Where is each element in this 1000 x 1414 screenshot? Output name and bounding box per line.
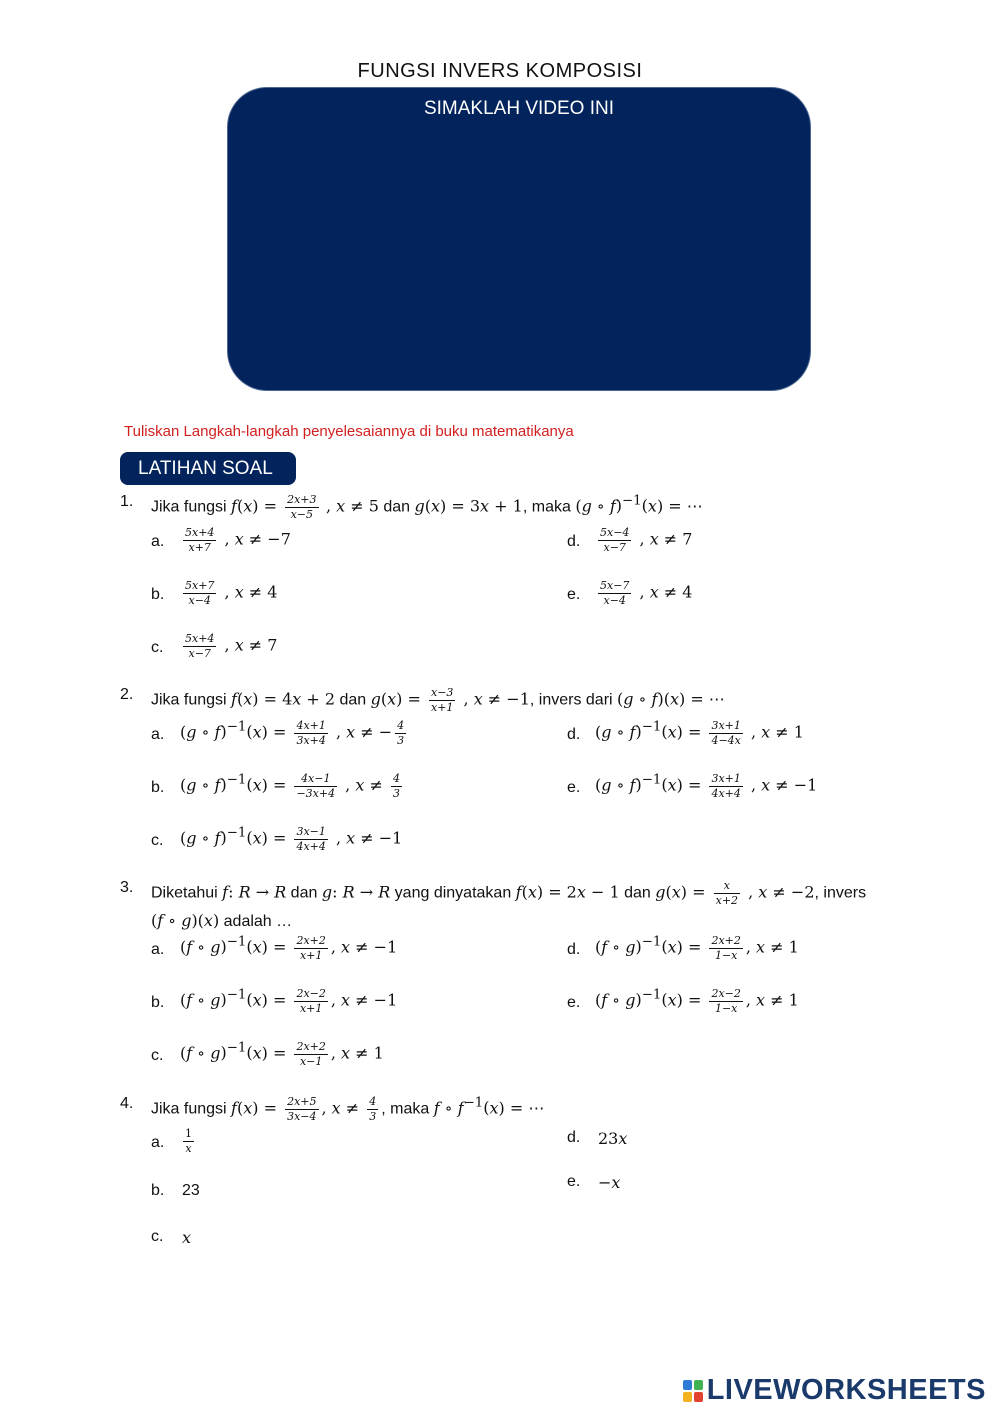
option-letter: a. (151, 941, 165, 958)
option-letter: b. (151, 994, 165, 1011)
question-number: 2. (120, 686, 134, 703)
option-a[interactable]: $\frac{5x+4}{x+7}$ , x ≠ −7 (185, 526, 291, 554)
option-d[interactable]: 23x (598, 1129, 628, 1148)
option-letter: d. (567, 533, 581, 550)
question-text: Jika fungsi f(x) = $\frac{2x+3}{x-5}$ , x ≠ 5 dan g(x) = 3x + 1, maka (g ∘ f)$^{-1}$(x) = ⋯ (151, 493, 703, 521)
option-b[interactable]: (g ∘ f)$^{-1}$(x) = $\frac{4x-1}{-3x+4}$ , x ≠ $\frac{4}{3}$ (180, 772, 400, 800)
option-d[interactable]: $\frac{5x-4}{x-7}$ , x ≠ 7 (600, 526, 693, 554)
option-letter: d. (567, 1129, 581, 1146)
question-text: Diketahui f: R → R dan g: R → R yang dinyatakan f(x) = 2x − 1 dan g(x) = $\frac{x}{x+2}$ , x ≠ −2, invers (151, 879, 867, 907)
option-c[interactable]: $\frac{5x+4}{x-7}$ , x ≠ 7 (185, 632, 278, 660)
option-a[interactable]: (g ∘ f)$^{-1}$(x) = $\frac{4x+1}{3x+4}$ , x ≠ − $\frac{4}{3}$ (180, 719, 405, 747)
option-letter: b. (151, 779, 165, 796)
option-c[interactable]: x (182, 1228, 192, 1247)
option-e[interactable]: (f ∘ g)$^{-1}$(x) = $\frac{2x-2}{1-x}$ , x ≠ 1 (595, 987, 799, 1015)
option-letter: b. (151, 586, 165, 603)
option-letter: e. (567, 1173, 581, 1190)
option-a[interactable]: (f ∘ g)$^{-1}$(x) = $\frac{2x+2}{x+1}$ , x ≠ −1 (180, 934, 398, 962)
section-label: LATIHAN SOAL (120, 452, 296, 485)
option-c[interactable]: (g ∘ f)$^{-1}$(x) = $\frac{3x-1}{4x+4}$ , x ≠ −1 (180, 825, 403, 853)
option-letter: e. (567, 779, 581, 796)
option-letter: c. (151, 1047, 164, 1064)
logo-text: LIVEWORKSHEETS (706, 1374, 986, 1406)
question-number: 3. (120, 879, 134, 896)
option-letter: a. (151, 533, 165, 550)
option-a[interactable]: $\frac{1}{x}$ (185, 1127, 192, 1155)
option-d[interactable]: (f ∘ g)$^{-1}$(x) = $\frac{2x+2}{1-x}$ , x ≠ 1 (595, 934, 799, 962)
option-letter: a. (151, 726, 165, 743)
option-letter: e. (567, 994, 581, 1011)
option-letter: d. (567, 941, 581, 958)
option-letter: c. (151, 1228, 164, 1245)
question-number: 4. (120, 1095, 134, 1112)
logo-mark-icon (683, 1380, 703, 1402)
video-label: SIMAKLAH VIDEO INI (423, 98, 615, 119)
option-b[interactable]: $\frac{5x+7}{x-4}$ , x ≠ 4 (185, 579, 278, 607)
option-e[interactable]: (g ∘ f)$^{-1}$(x) = $\frac{3x+1}{4x+4}$ , x ≠ −1 (595, 772, 818, 800)
video-panel[interactable] (227, 87, 811, 391)
option-e[interactable]: −x (598, 1173, 621, 1192)
question-text: Jika fungsi f(x) = 4x + 2 dan g(x) = $\frac{x-3}{x+1}$ , x ≠ −1, invers dari (g ∘ f)(x) = ⋯ (151, 686, 725, 714)
option-b[interactable]: 23 (182, 1182, 200, 1199)
instruction-text: Tuliskan Langkah-langkah penyelesaiannya di buku matematikanya (124, 423, 574, 440)
liveworksheets-logo[interactable] (683, 1374, 986, 1407)
option-letter: a. (151, 1134, 165, 1151)
option-letter: c. (151, 832, 164, 849)
option-c[interactable]: (f ∘ g)$^{-1}$(x) = $\frac{2x+2}{x-1}$ , x ≠ 1 (180, 1040, 384, 1068)
question-text: Jika fungsi f(x) = $\frac{2x+5}{3x-4}$ , x ≠ $\frac{4}{3}$ , maka f ∘ $f^{-1}(x)$ = ⋯ (151, 1095, 545, 1123)
question-number: 1. (120, 493, 134, 510)
option-letter: d. (567, 726, 581, 743)
option-e[interactable]: $\frac{5x-7}{x-4}$ , x ≠ 4 (600, 579, 693, 607)
page-title: FUNGSI INVERS KOMPOSISI (357, 60, 643, 82)
option-letter: b. (151, 1182, 165, 1199)
option-d[interactable]: (g ∘ f)$^{-1}$(x) = $\frac{3x+1}{4-4x}$ , x ≠ 1 (595, 719, 804, 747)
option-letter: e. (567, 586, 581, 603)
option-letter: c. (151, 639, 164, 656)
option-b[interactable]: (f ∘ g)$^{-1}$(x) = $\frac{2x-2}{x+1}$ , x ≠ −1 (180, 987, 398, 1015)
